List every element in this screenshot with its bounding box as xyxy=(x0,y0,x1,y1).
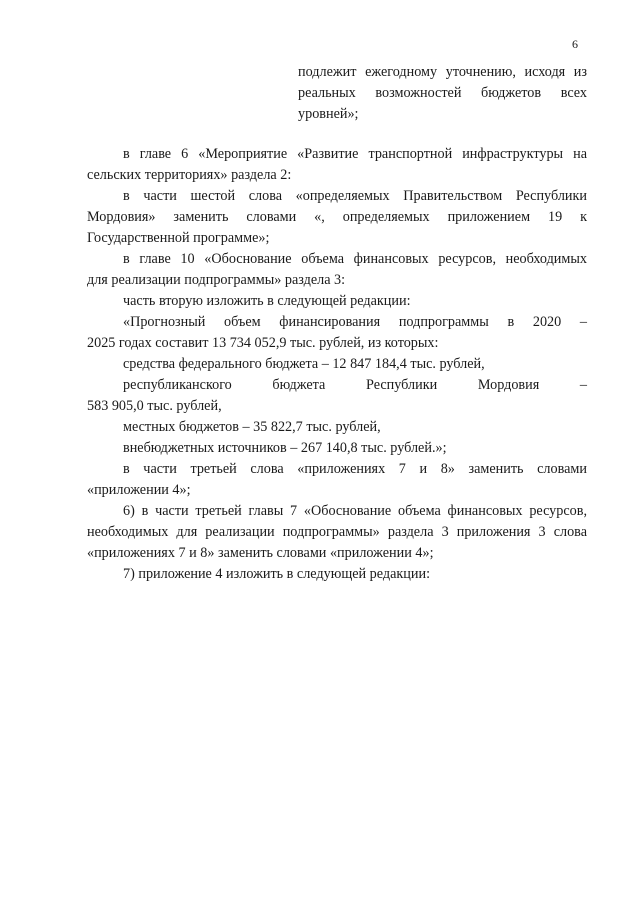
paragraph xyxy=(87,312,587,354)
page-number: 6 xyxy=(572,37,578,51)
amendments-section xyxy=(87,144,587,585)
text-line: 583 905,0 тыс. рублей, xyxy=(87,398,222,414)
text-line: для реализации подпрограммы» раздела 3: xyxy=(87,272,346,288)
text-line: 7) приложение 4 изложить в следующей редакции: xyxy=(123,566,431,582)
text-line: Мордовия» заменить словами «, определяемых приложением 19 к xyxy=(87,209,587,225)
text-line: 6) в части третьей главы 7 «Обоснование объема финансовых ресурсов, xyxy=(123,503,587,519)
text-line: реальных возможностей бюджетов всех xyxy=(298,85,587,101)
paragraph xyxy=(87,354,587,375)
text-line: «приложении 4»; xyxy=(87,482,191,498)
paragraph xyxy=(87,186,587,249)
text-line: Государственной программе»; xyxy=(87,230,270,246)
text-line: необходимых для реализации подпрограммы» раздела 3 приложения 3 слова xyxy=(87,524,587,540)
paragraph xyxy=(87,291,587,312)
text-line: внебюджетных источников – 267 140,8 тыс. рублей.»; xyxy=(123,440,447,456)
text-line: республиканского бюджета Республики Мордовия – xyxy=(123,377,587,393)
paragraph xyxy=(87,249,587,291)
text-line: в части третьей слова «приложениях 7 и 8» заменить словами xyxy=(123,461,587,477)
text-line: уровней»; xyxy=(298,106,359,122)
text-line: местных бюджетов – 35 822,7 тыс. рублей, xyxy=(123,419,381,435)
paragraph xyxy=(87,564,587,585)
text-line: в главе 6 «Мероприятие «Развитие транспортной инфраструктуры на xyxy=(123,146,587,162)
text-line: в главе 10 «Обоснование объема финансовых ресурсов, необходимых xyxy=(123,251,587,267)
paragraph xyxy=(87,438,587,459)
paragraph xyxy=(87,501,587,564)
text-line: сельских территориях» раздела 2: xyxy=(87,167,292,183)
text-line: подлежит ежегодному уточнению, исходя из xyxy=(298,64,587,80)
paragraph xyxy=(87,459,587,501)
paragraph xyxy=(87,417,587,438)
text-line: «Прогнозный объем финансирования подпрограммы в 2020 – xyxy=(123,314,587,330)
text-line: в части шестой слова «определяемых Правительством Республики xyxy=(123,188,587,204)
text-line: часть вторую изложить в следующей редакции: xyxy=(123,293,411,309)
text-line: «приложениях 7 и 8» заменить словами «приложении 4»; xyxy=(87,545,434,561)
text-line: средства федерального бюджета – 12 847 184,4 тыс. рублей, xyxy=(123,356,485,372)
quote-continuation xyxy=(298,62,587,125)
text-line: 2025 годах составит 13 734 052,9 тыс. рублей, из которых: xyxy=(87,335,439,351)
document-body xyxy=(87,62,587,585)
paragraph xyxy=(87,144,587,186)
paragraph xyxy=(87,375,587,417)
